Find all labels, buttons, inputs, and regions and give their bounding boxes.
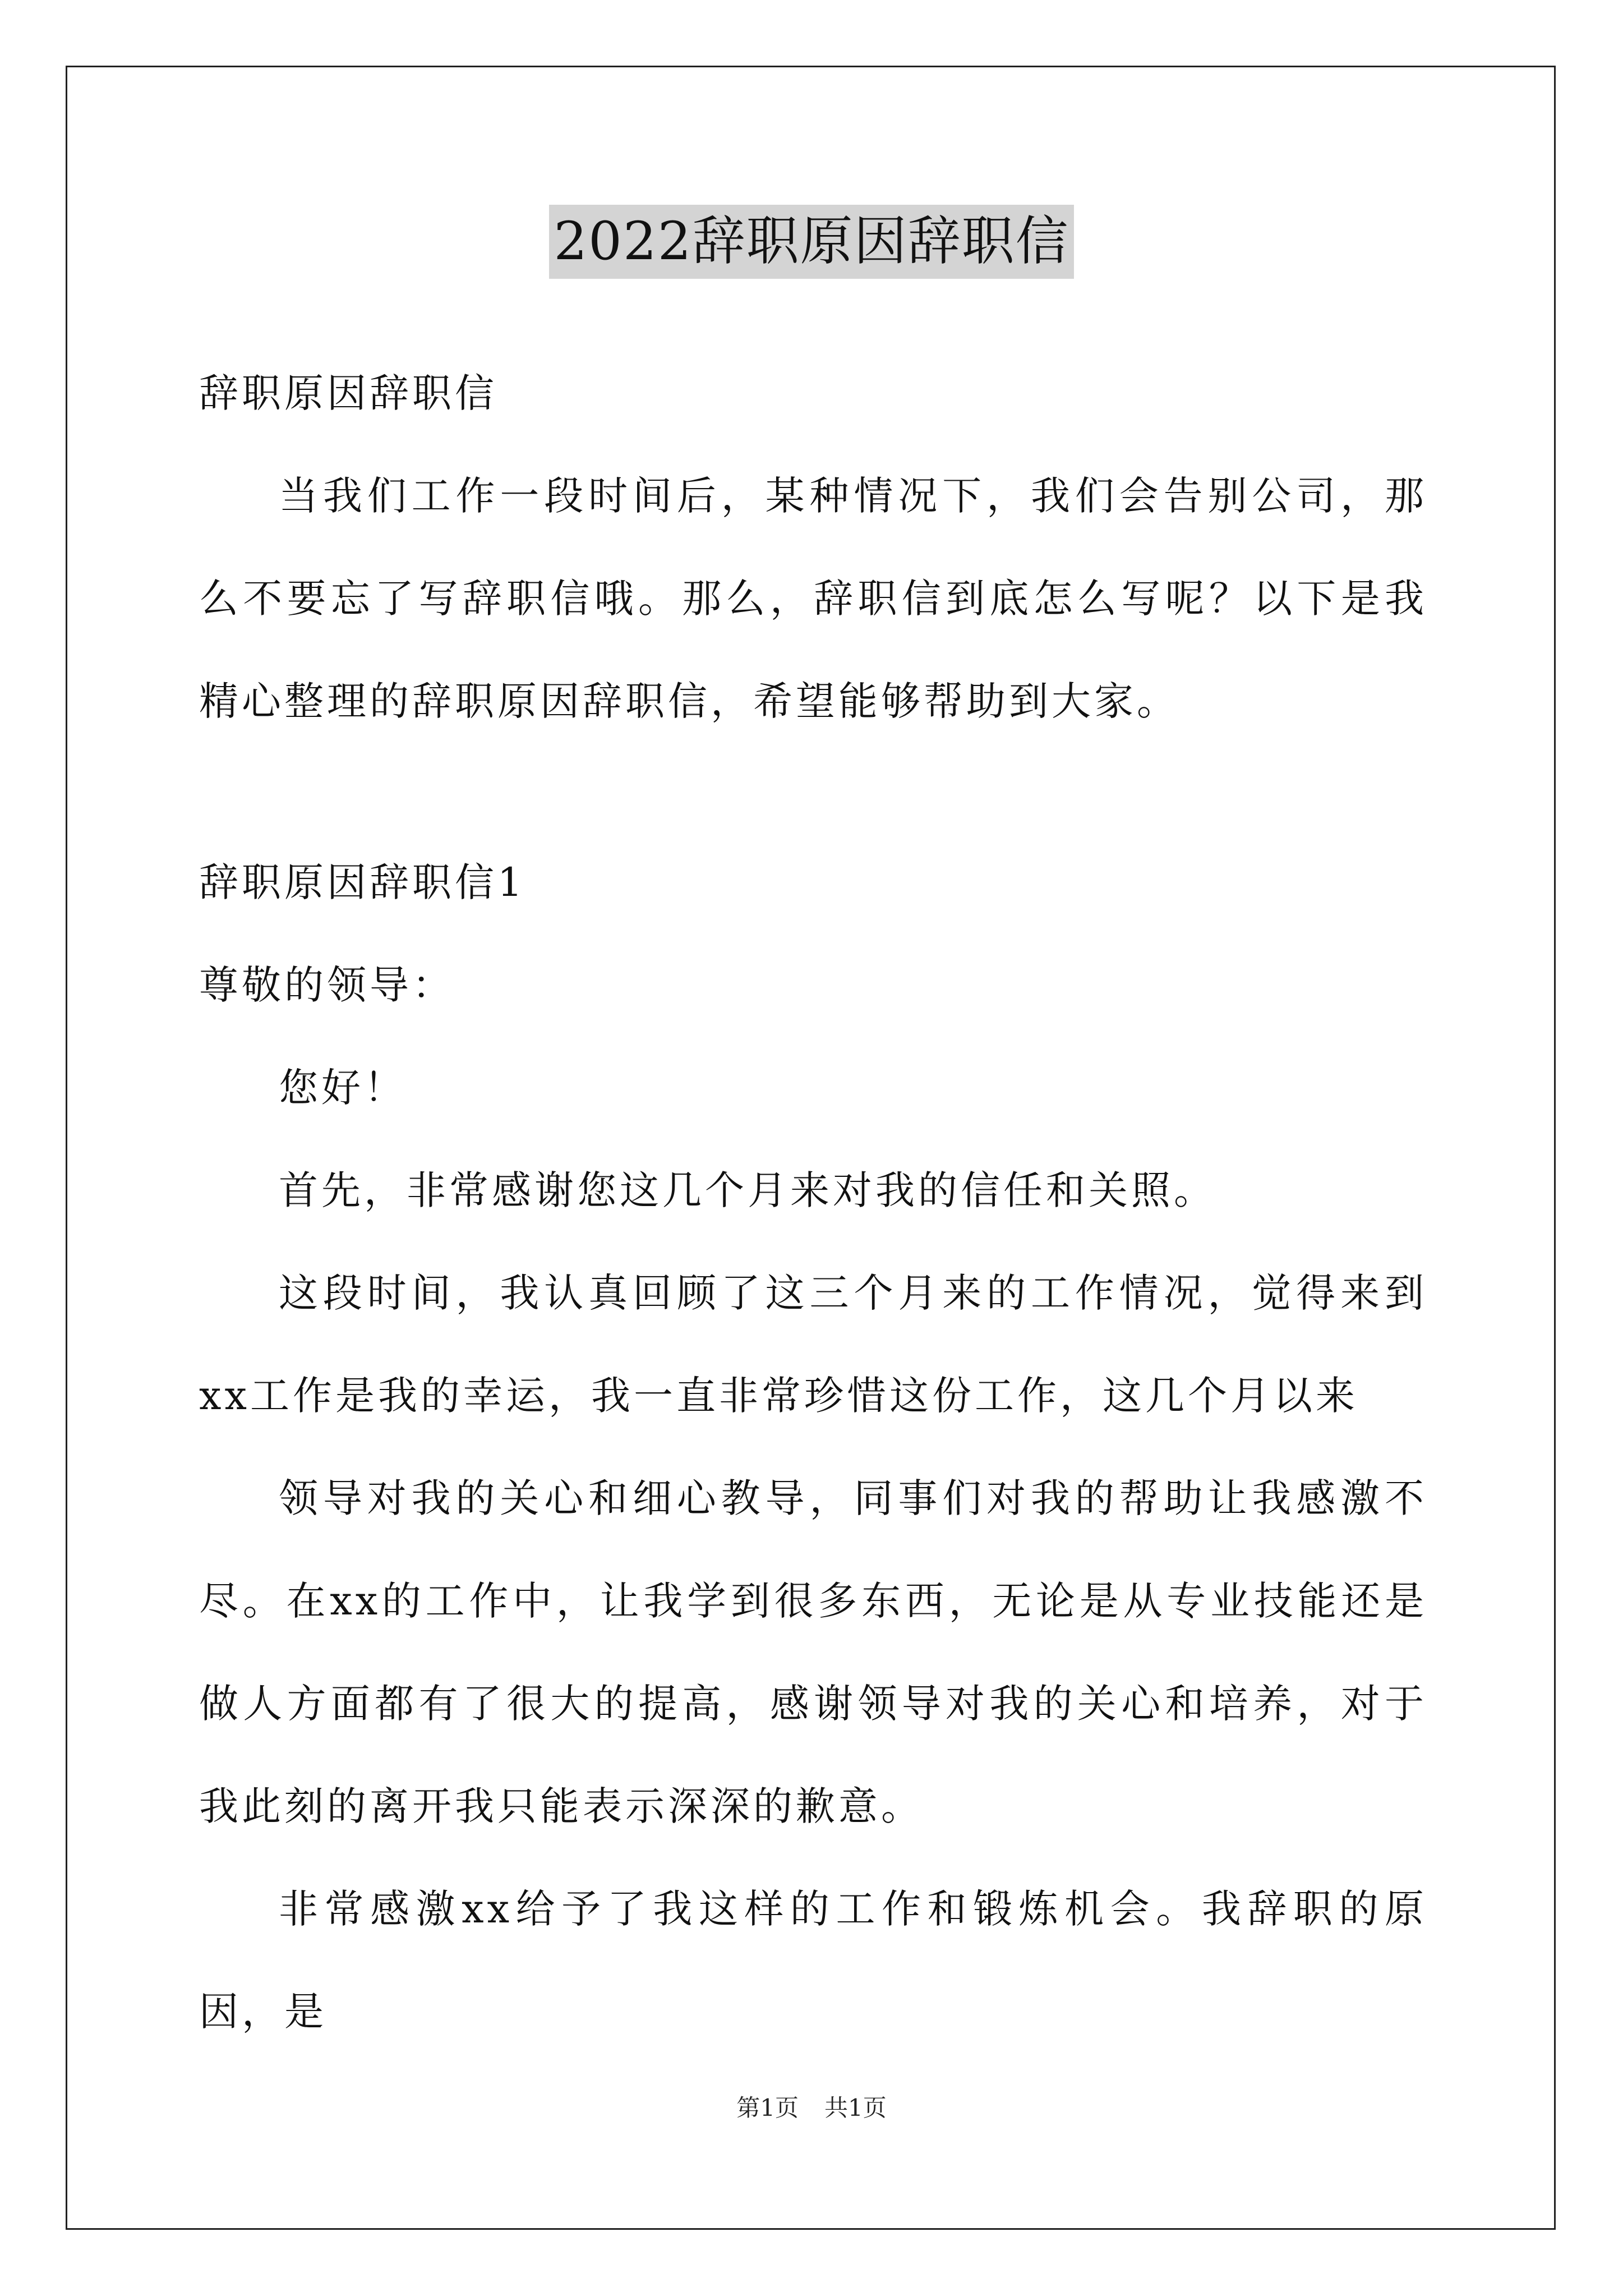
page-total: 共1页 <box>824 2094 887 2122</box>
page-number: 第1页 <box>736 2094 799 2122</box>
letter-salutation: 尊敬的领导： <box>199 962 455 1008</box>
document-title: 2022辞职原因辞职信 <box>549 205 1073 279</box>
intro-paragraph: 当我们工作一段时间后，某种情况下，我们会告别公司，那么不要忘了写辞职信哦。那么，辞职信到底怎么写呢？以下是我精心整理的辞职原因辞职信，希望能够帮助到大家。 <box>199 473 1427 724</box>
document-subtitle: 辞职原因辞职信 <box>199 370 497 416</box>
title-container <box>0 205 1623 279</box>
section-heading: 辞职原因辞职信1 <box>199 859 526 905</box>
letter-greeting: 您好！ <box>279 1065 407 1111</box>
letter-paragraph: 非常感激xx给予了我这样的工作和锻炼机会。我辞职的原因，是 <box>199 1886 1427 2035</box>
letter-paragraph: 这段时间，我认真回顾了这三个月来的工作情况，觉得来到xx工作是我的幸运，我一直非常珍惜这份工作，这几个月以来 <box>199 1270 1427 1419</box>
document-body <box>199 342 1427 2063</box>
letter-paragraph: 首先，非常感谢您这几个月来对我的信任和关照。 <box>279 1167 1216 1213</box>
letter-paragraph: 领导对我的关心和细心教导，同事们对我的帮助让我感激不尽。在xx的工作中，让我学到很多东西，无论是从专业技能还是做人方面都有了很大的提高，感谢领导对我的关心和培养，对于我此刻的离开我只能表示深深的歉意。 <box>199 1475 1427 1829</box>
section-spacer <box>199 753 1427 831</box>
page-footer <box>0 2091 1623 2125</box>
